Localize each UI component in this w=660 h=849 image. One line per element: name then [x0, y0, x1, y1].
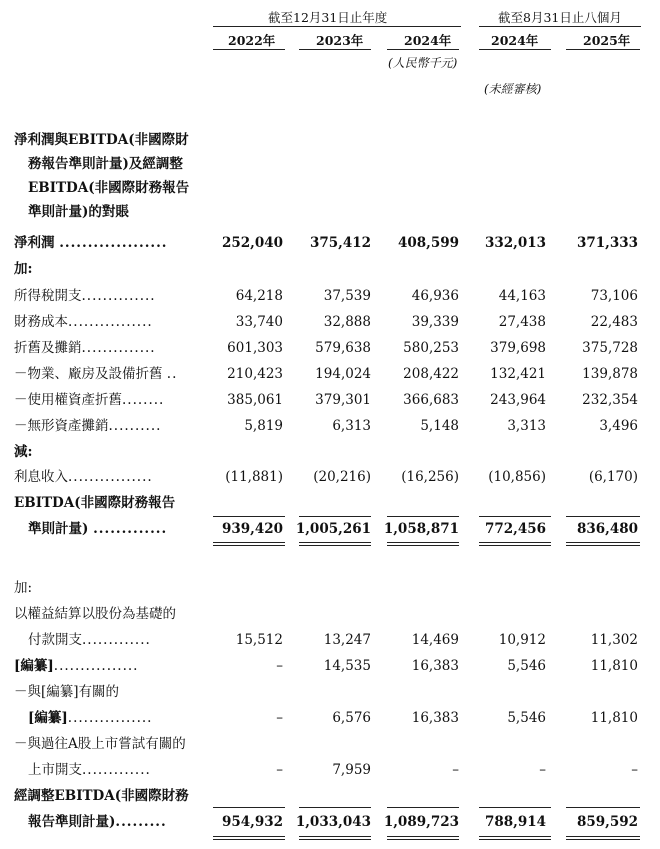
year-2024: 2024年 — [404, 33, 452, 48]
value: 10,912 — [498, 632, 546, 648]
value: 3,496 — [599, 418, 638, 434]
adj-subtotal-rule-1 — [213, 807, 285, 808]
total-double-rule-5 — [566, 542, 640, 546]
row-adjusted-ebitda — [0, 810, 660, 834]
value: – — [276, 762, 283, 778]
value: 14,535 — [323, 658, 371, 674]
label: －物業、廠房及設備折舊 .. — [14, 366, 178, 382]
unaudited-label: (未經審核) — [484, 82, 542, 96]
row-interest-income — [0, 465, 660, 489]
total-double-rule-4 — [479, 542, 551, 546]
value: 375,412 — [309, 235, 371, 251]
value: 139,878 — [582, 366, 638, 382]
value: 11,810 — [590, 710, 638, 726]
value: 379,698 — [490, 340, 546, 356]
value: (11,881) — [225, 469, 283, 485]
value: 375,728 — [582, 340, 638, 356]
value: 788,914 — [484, 814, 546, 830]
adj-ebitda-label-line-1: 經調整EBITDA(非國際財務 — [14, 788, 189, 804]
value: 3,313 — [507, 418, 546, 434]
value: 32,888 — [323, 314, 371, 330]
value: 379,301 — [315, 392, 371, 408]
value: 1,058,871 — [383, 521, 459, 537]
adj-subtotal-rule-5 — [566, 807, 640, 808]
adj-subtotal-rule-2 — [299, 807, 371, 808]
value: (16,256) — [401, 469, 459, 485]
row-rou-depreciation — [0, 388, 660, 412]
value: 6,576 — [332, 710, 371, 726]
row-ebitda — [0, 517, 660, 541]
label: 淨利潤 ................... — [14, 235, 168, 251]
row-intangible-amortization — [0, 414, 660, 438]
less-label: 減: — [14, 444, 33, 460]
adj-double-rule-1 — [213, 836, 285, 840]
year-2022: 2022年 — [228, 33, 276, 48]
adj-double-rule-2 — [299, 836, 371, 840]
value: 5,148 — [420, 418, 459, 434]
row-redacted-1 — [0, 654, 660, 678]
value: 39,339 — [411, 314, 459, 330]
year-rule-4 — [479, 49, 551, 50]
header-eight-month-rule — [479, 26, 641, 27]
value: 6,313 — [332, 418, 371, 434]
title-line-4: 準則計量)的對賬 — [28, 204, 129, 220]
title-line-2: 務報告準則計量)及經調整 — [28, 156, 183, 172]
value: 836,480 — [576, 521, 638, 537]
value: 859,592 — [576, 814, 638, 830]
unit-label: (人民幣千元) — [388, 56, 458, 70]
value: 939,420 — [221, 521, 283, 537]
value: (20,216) — [313, 469, 371, 485]
value: (6,170) — [588, 469, 638, 485]
value: 1,089,723 — [383, 814, 459, 830]
value: 46,936 — [411, 288, 459, 304]
redacted2-label-line-1: －與[編纂]有關的 — [14, 684, 120, 700]
label: －無形資產攤銷.......... — [14, 418, 162, 434]
label: 準則計量) ............. — [28, 521, 168, 537]
row-redacted-2 — [0, 706, 660, 730]
header-eight-month-group: 截至8月31日止八個月 — [498, 10, 622, 25]
value: 132,421 — [490, 366, 546, 382]
value: 580,253 — [403, 340, 459, 356]
adj-subtotal-rule-4 — [479, 807, 551, 808]
adj-subtotal-rule-3 — [387, 807, 459, 808]
row-depreciation-amortization — [0, 336, 660, 360]
year-rule-3 — [387, 49, 459, 50]
row-ppe-depreciation — [0, 362, 660, 386]
value: 16,383 — [411, 710, 459, 726]
value: 64,218 — [235, 288, 283, 304]
value: 252,040 — [221, 235, 283, 251]
year-rule-5 — [566, 49, 640, 50]
value: 1,033,043 — [295, 814, 371, 830]
sbc-label-line-1: 以權益結算以股份為基礎的 — [14, 606, 176, 622]
value: 16,383 — [411, 658, 459, 674]
value: – — [452, 762, 459, 778]
adj-double-rule-3 — [387, 836, 459, 840]
value: 5,546 — [507, 658, 546, 674]
value: – — [631, 762, 638, 778]
value: 332,013 — [484, 235, 546, 251]
value: 371,333 — [576, 235, 638, 251]
year-2024-eight: 2024年 — [491, 33, 539, 48]
value: 44,163 — [498, 288, 546, 304]
value: 194,024 — [315, 366, 371, 382]
value: – — [276, 710, 283, 726]
row-a-share-listing-expense — [0, 758, 660, 782]
label: [編纂]................ — [28, 710, 153, 726]
label: 利息收入................ — [14, 469, 153, 485]
add2-label: 加: — [14, 580, 33, 596]
value: 601,303 — [227, 340, 283, 356]
value: 5,546 — [507, 710, 546, 726]
value: 7,959 — [332, 762, 371, 778]
label: 報告準則計量)......... — [28, 814, 167, 830]
title-line-1: 淨利潤與EBITDA(非國際財 — [14, 132, 189, 148]
year-2025-eight: 2025年 — [583, 33, 631, 48]
value: 15,512 — [235, 632, 283, 648]
total-double-rule-1 — [213, 542, 285, 546]
a-share-label-line-1: －與過往A股上市嘗試有關的 — [14, 736, 186, 752]
year-rule-1 — [213, 49, 285, 50]
value: 22,483 — [590, 314, 638, 330]
value: 366,683 — [403, 392, 459, 408]
value: 208,422 — [403, 366, 459, 382]
year-rule-2 — [299, 49, 371, 50]
value: 14,469 — [411, 632, 459, 648]
value: 11,810 — [590, 658, 638, 674]
total-double-rule-3 — [387, 542, 459, 546]
value: – — [276, 658, 283, 674]
row-finance-costs — [0, 310, 660, 334]
value: 954,932 — [221, 814, 283, 830]
value: 243,964 — [490, 392, 546, 408]
year-2023: 2023年 — [316, 33, 364, 48]
value: 33,740 — [235, 314, 283, 330]
value: 37,539 — [323, 288, 371, 304]
value: 27,438 — [498, 314, 546, 330]
label: 折舊及攤銷.............. — [14, 340, 156, 356]
value: 11,302 — [590, 632, 638, 648]
value: – — [539, 762, 546, 778]
title-line-3: EBITDA(非國際財務報告 — [28, 180, 190, 196]
row-share-based-payment — [0, 628, 660, 652]
label: 上市開支............. — [28, 762, 151, 778]
value: 579,638 — [315, 340, 371, 356]
label: －使用權資產折舊........ — [14, 392, 165, 408]
value: 1,005,261 — [295, 521, 371, 537]
value: 210,423 — [227, 366, 283, 382]
label: [編纂]................ — [14, 658, 139, 674]
value: 73,106 — [590, 288, 638, 304]
adj-double-rule-5 — [566, 836, 640, 840]
value: 408,599 — [397, 235, 459, 251]
label: 付款開支............. — [28, 632, 151, 648]
label: 所得稅開支.............. — [14, 288, 156, 304]
row-net-profit — [0, 231, 660, 255]
add-label: 加: — [14, 261, 33, 277]
value: (10,856) — [488, 469, 546, 485]
header-year-group: 截至12月31日止年度 — [268, 10, 388, 25]
total-double-rule-2 — [299, 542, 371, 546]
value: 232,354 — [582, 392, 638, 408]
value: 385,061 — [227, 392, 283, 408]
header-year-rule — [213, 26, 461, 27]
value: 772,456 — [484, 521, 546, 537]
value: 13,247 — [323, 632, 371, 648]
ebitda-label-line-1: EBITDA(非國際財務報告 — [14, 495, 176, 511]
row-income-tax — [0, 284, 660, 308]
adj-double-rule-4 — [479, 836, 551, 840]
label: 財務成本................ — [14, 314, 153, 330]
value: 5,819 — [244, 418, 283, 434]
